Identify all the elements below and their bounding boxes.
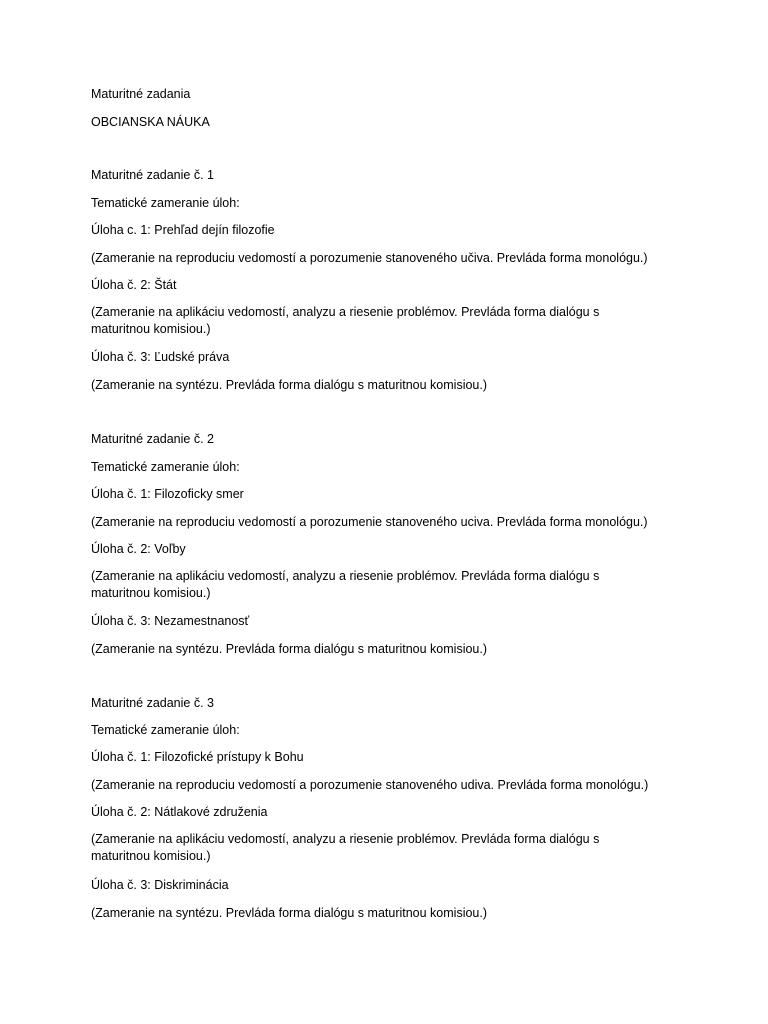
task-description-line: (Zameranie na aplikáciu vedomostí, analyzu a riesenie problémov. Prevláda forma dialógu s [91,305,600,319]
subject-heading: OBCIANSKA NÁUKA [91,115,210,129]
task-description: (Zameranie na reproduciu vedomostí a porozumenie stanoveného uciva. Prevláda forma monológu.) [91,515,648,529]
task-title: Úloha č. 2: Štát [91,278,177,292]
task-title: Úloha c. 1: Prehľad dejín filozofie [91,223,275,237]
section-title: Maturitné zadanie č. 1 [91,168,214,182]
task-title: Úloha č. 3: Nezamestnanosť [91,614,250,628]
task-description: (Zameranie na reproduciu vedomostí a porozumenie stanoveného udiva. Prevláda forma monológu.) [91,778,649,792]
document-title: Maturitné zadania [91,87,191,101]
task-title: Úloha č. 3: Diskriminácia [91,878,229,892]
section-subtitle: Tematické zameranie úloh: [91,723,240,737]
task-description-line: maturitnou komisiou.) [91,322,211,336]
task-title: Úloha č. 1: Filozofické prístupy k Bohu [91,750,304,764]
task-title: Úloha č. 2: Nátlakové združenia [91,805,268,819]
section-subtitle: Tematické zameranie úloh: [91,196,240,210]
task-description: (Zameranie na syntézu. Prevláda forma dialógu s maturitnou komisiou.) [91,378,488,392]
task-description: (Zameranie na syntézu. Prevláda forma dialógu s maturitnou komisiou.) [91,906,488,920]
task-description-line: maturitnou komisiou.) [91,586,211,600]
task-title: Úloha č. 1: Filozoficky smer [91,487,244,501]
task-description-line: (Zameranie na aplikáciu vedomostí, analyzu a riesenie problémov. Prevláda forma dialógu s [91,569,600,583]
section-subtitle: Tematické zameranie úloh: [91,460,240,474]
task-title: Úloha č. 2: Voľby [91,542,186,556]
task-description: (Zameranie na syntézu. Prevláda forma dialógu s maturitnou komisiou.) [91,642,488,656]
task-description: (Zameranie na reproduciu vedomostí a porozumenie stanoveného učiva. Prevláda forma monológu.) [91,251,648,265]
section-title: Maturitné zadanie č. 3 [91,696,214,710]
task-description-line: maturitnou komisiou.) [91,849,211,863]
section-title: Maturitné zadanie č. 2 [91,432,214,446]
task-description-line: (Zameranie na aplikáciu vedomostí, analyzu a riesenie problémov. Prevláda forma dialógu s [91,832,600,846]
task-title: Úloha č. 3: Ľudské práva [91,350,230,364]
